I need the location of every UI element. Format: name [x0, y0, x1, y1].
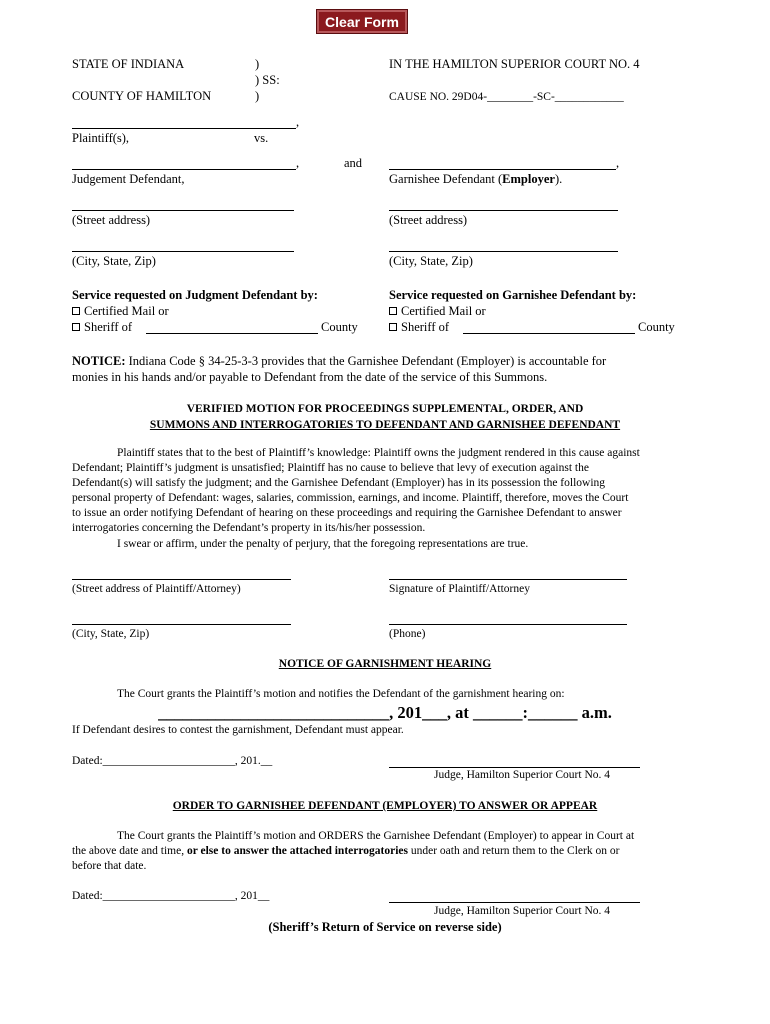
garnishee-sheriff-county-field[interactable] [463, 333, 635, 334]
order-title: ORDER TO GARNISHEE DEFENDANT (EMPLOYER) TO ANSWER OR APPEAR [172, 800, 598, 812]
hearing-dated-field[interactable]: Dated:_______________________, 201.__ [72, 755, 273, 767]
hearing-title: NOTICE OF GARNISHMENT HEARING [278, 658, 492, 670]
checkbox-icon[interactable] [72, 307, 80, 315]
attorney-signature-field[interactable] [389, 579, 627, 580]
plaintiff-label: Plaintiff(s), [72, 131, 130, 145]
attorney-city-field[interactable] [72, 624, 291, 625]
defendant-city-field[interactable] [72, 251, 294, 252]
garnishee-certified-option[interactable]: Certified Mail or [389, 304, 486, 319]
attorney-street-label: (Street address of Plaintiff/Attorney) [72, 583, 241, 595]
order-judge-signature-field[interactable] [389, 902, 640, 903]
hearing-grants-text: The Court grants the Plaintiff’s motion and notifies the Defendant of the garnishment hearing on: [117, 688, 565, 700]
garnishee-comma: , [616, 156, 620, 170]
attorney-phone-field[interactable] [389, 624, 627, 625]
caption-paren: ) [255, 57, 260, 71]
clear-form-button[interactable]: Clear Form [316, 9, 408, 34]
judge-label: Judge, Hamilton Superior Court No. 4 [434, 769, 610, 781]
hearing-date-field[interactable]: ____________________________, 201___, at ______:______ a.m. [158, 703, 612, 722]
order-text-line2: the above date and time, or else to answer the attached interrogatories under oath and return them to the Clerk on or [72, 845, 620, 857]
motion-title-line1: VERIFIED MOTION FOR PROCEEDINGS SUPPLEMENTAL, ORDER, AND [186, 403, 584, 415]
attorney-signature-label: Signature of Plaintiff/Attorney [389, 583, 530, 595]
defendant-sheriff-county-field[interactable] [146, 333, 318, 334]
defendant-field[interactable] [72, 169, 296, 170]
plaintiff-field[interactable] [72, 128, 296, 129]
contest-text: If Defendant desires to contest the garnishment, Defendant must appear. [72, 724, 404, 736]
checkbox-icon[interactable] [72, 323, 80, 331]
defendant-sheriff-option[interactable]: Sheriff of [72, 320, 132, 335]
plaintiff-comma: , [296, 115, 300, 129]
defendant-label: Judgement Defendant, [72, 172, 185, 186]
garnishee-city-label: (City, State, Zip) [389, 254, 473, 268]
motion-body-line: Plaintiff states that to the best of Plaintiff’s knowledge: Plaintiff owns the judgment rendered in this cause against [117, 447, 640, 459]
state-label: STATE OF INDIANA [72, 57, 185, 71]
checkbox-icon[interactable] [389, 307, 397, 315]
caption-ss: ) SS: [255, 73, 280, 87]
vs-label: vs. [254, 131, 269, 145]
motion-title-line2: SUMMONS AND INTERROGATORIES TO DEFENDANT AND GARNISHEE DEFENDANT [149, 419, 621, 431]
service-garnishee-heading: Service requested on Garnishee Defendant by: [389, 288, 637, 302]
attorney-street-field[interactable] [72, 579, 291, 580]
oath-statement: I swear or affirm, under the penalty of perjury, that the foregoing representations are true. [117, 538, 529, 550]
court-name: IN THE HAMILTON SUPERIOR COURT NO. 4 [389, 57, 640, 71]
defendant-street-field[interactable] [72, 210, 294, 211]
motion-body-line: interrogatories concerning the Defendant’s property in its/his/her possession. [72, 522, 426, 534]
garnishee-field[interactable] [389, 169, 616, 170]
garnishee-label: Garnishee Defendant (Employer). [389, 172, 563, 186]
county-label: County [321, 320, 358, 334]
reverse-side-note: (Sheriff’s Return of Service on reverse side) [268, 920, 502, 934]
defendant-comma: , [296, 156, 300, 170]
garnishee-street-field[interactable] [389, 210, 618, 211]
cause-number[interactable]: CAUSE NO. 29D04-________-SC-____________ [389, 91, 624, 103]
notice-line1: NOTICE: Indiana Code § 34-25-3-3 provides that the Garnishee Defendant (Employer) is accountable for [72, 354, 607, 368]
service-defendant-heading: Service requested on Judgment Defendant by: [72, 288, 318, 302]
judge-signature-field[interactable] [389, 767, 640, 768]
order-dated-field[interactable]: Dated:_______________________, 201__ [72, 890, 270, 902]
defendant-street-label: (Street address) [72, 213, 151, 227]
attorney-phone-label: (Phone) [389, 628, 426, 640]
order-judge-label: Judge, Hamilton Superior Court No. 4 [434, 905, 610, 917]
motion-body-line: personal property of Defendant: wages, salaries, commission, earnings, and income. Plaintiff, therefore, moves the Court [72, 492, 629, 504]
defendant-certified-option[interactable]: Certified Mail or [72, 304, 169, 319]
notice-line2: monies in his hands and/or payable to Defendant from the date of the service of this Summons. [72, 370, 548, 384]
order-text-line1: The Court grants the Plaintiff’s motion and ORDERS the Garnishee Defendant (Employer) to appear in Court at [117, 830, 635, 842]
order-text-line3: before that date. [72, 860, 147, 872]
garnishee-city-field[interactable] [389, 251, 618, 252]
county-label: County [638, 320, 675, 334]
checkbox-icon[interactable] [389, 323, 397, 331]
motion-body-line: Defendant; Plaintiff’s judgment is unsatisfied; Plaintiff has no cause to believe that levy of execution against the [72, 462, 589, 474]
county-label: COUNTY OF HAMILTON [72, 89, 212, 103]
motion-body-line: to issue an order notifying Defendant of hearing on these proceedings and requiring the Garnishee Defendant to answer [72, 507, 622, 519]
garnishee-sheriff-option[interactable]: Sheriff of [389, 320, 449, 335]
garnishee-street-label: (Street address) [389, 213, 468, 227]
attorney-city-label: (City, State, Zip) [72, 628, 150, 640]
motion-body-line: Defendant(s) will satisfy the judgment; and the Garnishee Defendant (Employer) has in its possession the following [72, 477, 606, 489]
and-label: and [344, 156, 363, 170]
defendant-city-label: (City, State, Zip) [72, 254, 156, 268]
caption-paren: ) [255, 89, 260, 103]
